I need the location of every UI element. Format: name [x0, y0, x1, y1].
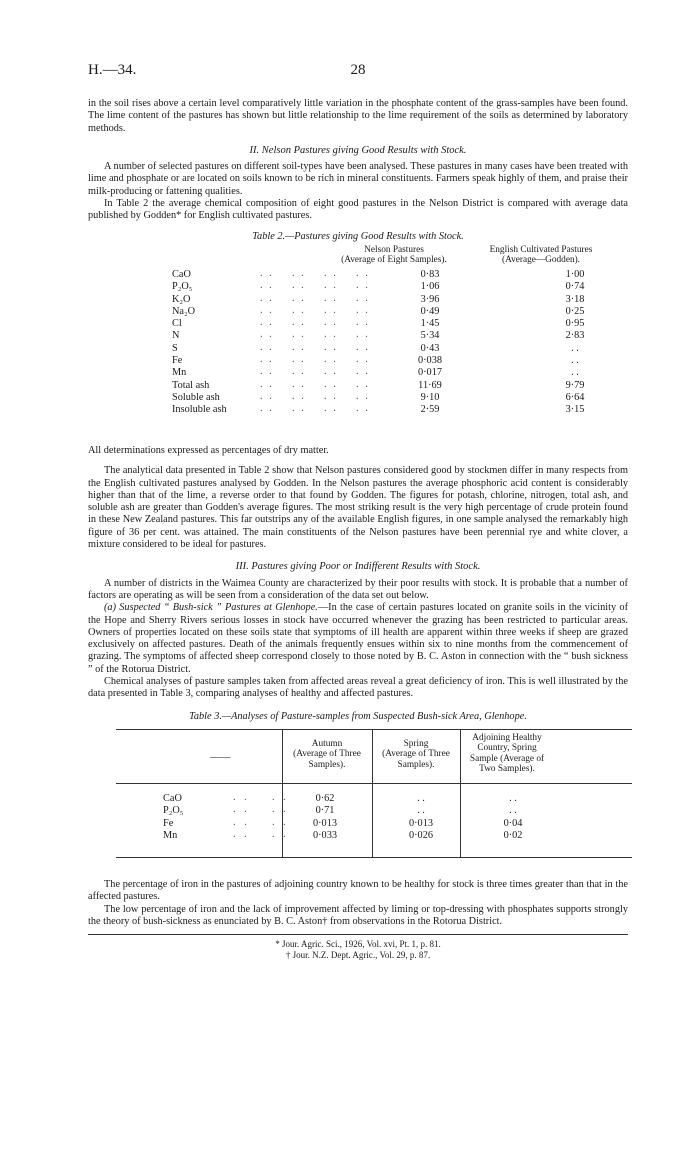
table-2-row-name: P₂O₅: [172, 281, 193, 293]
table-3-row-healthy-value: 0·04: [503, 817, 523, 829]
section-3-paragraph-1: A number of districts in the Waimea County are characterized by their poor results with stock. It is probable that a number of factors are operating as will be seen from a consideration of the data set out below.: [88, 577, 628, 601]
table-2-row-nelson-value: 9·10: [420, 391, 440, 403]
table-3-row: [163, 830, 623, 842]
table-3-row-spring-value: 0·026: [408, 830, 434, 842]
table-2-row: [172, 367, 622, 379]
section-3-paragraph-2: [88, 602, 628, 676]
table-2-row-name: N: [172, 330, 180, 342]
table-2-col2-title: English Cultivated Pastures: [489, 244, 593, 255]
table-3-row-spring-value: . .: [417, 792, 425, 804]
table-2-row-leader: . . . . . . . .: [260, 354, 370, 366]
table-3-row-autumn-value: 0·62: [315, 792, 335, 804]
table-2-row: [172, 404, 622, 416]
table-2-row-english-value: 2·83: [565, 330, 585, 342]
table-2-row-nelson-value: 0·83: [420, 268, 440, 280]
table-3-row: [163, 818, 623, 830]
section-3-paragraph-3: Chemical analyses of pasture samples taken from affected areas reveal a great deficiency of iron. This is well illustrated by the data presented in Table 3, comparing analyses of healthy and affected pastures.: [88, 676, 628, 700]
table-3-row-name: Mn: [163, 830, 178, 842]
table-2-row-leader: . . . . . . . .: [260, 366, 370, 378]
page-body: [88, 98, 628, 961]
table-3-row-healthy-value: 0·02: [503, 830, 523, 842]
table-2-row: [172, 269, 622, 281]
table-2-row: [172, 343, 622, 355]
table-2-col2-header: [456, 245, 626, 266]
table-2-row-nelson-value: 11·69: [418, 379, 442, 391]
table-2-caption: Table 2.—Pastures giving Good Results with Stock.: [252, 230, 464, 242]
table-2-row-nelson-value: 0·49: [420, 305, 440, 317]
table-3-row: [163, 793, 623, 805]
table-3-col2-sub: (Average of Three Samples).: [382, 749, 450, 770]
table-2-row-nelson-value: 0·43: [420, 342, 440, 354]
table-2-row-name: K₂O: [172, 293, 191, 305]
table-2-row-english-value: 3·15: [565, 404, 585, 416]
table-2-row-leader: . . . . . . . .: [260, 403, 370, 415]
table-3-row-leader: . . . .: [233, 829, 289, 841]
table-2-row: [172, 392, 622, 404]
table-3-row-healthy-value: . .: [509, 792, 517, 804]
table-2-row: [172, 330, 622, 342]
table-2-row: [172, 355, 622, 367]
table-2-row-nelson-value: 2·59: [420, 404, 440, 416]
table-2-row-nelson-value: 1·45: [420, 318, 440, 330]
table-3-col2-header: [374, 739, 458, 771]
table-2-row-name: Total ash: [172, 379, 210, 391]
table-2-row-name: S: [172, 342, 178, 354]
page-number: 28: [350, 62, 366, 78]
table-2-col1-header: [324, 245, 464, 266]
table-2-row-nelson-value: 1·06: [420, 281, 440, 293]
table-3-row: [163, 805, 623, 817]
table-3-row-name: CaO: [163, 792, 182, 804]
table-3-col1-sub: (Average of Three Samples).: [293, 749, 361, 770]
document-reference: H.—34.: [88, 62, 137, 78]
table-2-row-leader: . . . . . . . .: [260, 304, 370, 316]
table-2-row-leader: . . . . . . . .: [260, 267, 370, 279]
table-2-row: [172, 281, 622, 293]
table-3-row-spring-value: . .: [417, 805, 425, 817]
table-3-col1-header: [284, 739, 370, 771]
table-2-row-leader: . . . . . . . .: [260, 292, 370, 304]
section-3-paragraph-2-text: —In the case of certain pastures located on granite soils in the vicinity of the Hope and Sherry Rivers serious losses in stock have occurred whenever the grazing has been restricted to particular areas. Owners of properties located on these soils state that symptoms of ill health are apparent within three weeks if sheep are grazed exclusively on affected pastures. Death of the animals frequently ensues within six to nine months from the commencement of grazing. The symptoms of affected sheep correspond closely to those noted by B. C. Aston in connection with the “ bush sickness ” of the Rotorua District.: [88, 602, 628, 675]
table-3-row-healthy-value: . .: [509, 805, 517, 817]
table-2-row-english-value: 1·00: [565, 268, 585, 280]
table-2-row-english-value: 6·64: [565, 391, 585, 403]
table-2-row: [172, 380, 622, 392]
intro-paragraph: in the soil rises above a certain level comparatively little variation in the phosphate content of the grass-samples have been found. The lime content of the pastures has shown but little relationship to the lime requirement of the soils as determined by laboratory methods.: [88, 98, 628, 134]
table-3-stub-dash: ——: [210, 751, 231, 763]
table-2-row-name: Cl: [172, 318, 182, 330]
footnote-2: † Jour. N.Z. Dept. Agric., Vol. 29, p. 87.: [285, 950, 431, 961]
table-2: [88, 245, 628, 445]
table-3-row-leader: . . . .: [233, 791, 289, 803]
table-2-row-nelson-value: 0·017: [417, 367, 443, 379]
table-2-row-leader: . . . . . . . .: [260, 390, 370, 402]
table-2-row-english-value: 0·25: [565, 305, 585, 317]
footnote-rule: [88, 934, 628, 935]
table-3-bottom-rule: [116, 857, 632, 858]
table-3-row-autumn-value: 0·013: [312, 817, 338, 829]
table-2-row-english-value: . .: [571, 355, 579, 367]
table-3-row-spring-value: 0·013: [408, 817, 434, 829]
closing-paragraph-1: The percentage of iron in the pastures of adjoining country known to be healthy for stock is three times greater than that in the affected pastures.: [88, 878, 628, 903]
table-2-row: [172, 306, 622, 318]
table-3-col1-title: Autumn: [311, 738, 343, 749]
table-2-row-english-value: 3·18: [565, 293, 585, 305]
table-3-row-autumn-value: 0·033: [312, 830, 338, 842]
table-2-row-name: CaO: [172, 268, 191, 280]
table-2-row-name: Insoluble ash: [172, 404, 227, 416]
table-2-col2-sub: (Average—Godden).: [501, 255, 581, 266]
table-2-row-english-value: 0·74: [565, 281, 585, 293]
table-3-header-rule: [116, 783, 632, 784]
table-2-row-nelson-value: 0·038: [417, 355, 443, 367]
table-2-col1-title: Nelson Pastures: [364, 244, 424, 255]
section-2-paragraph-1: A number of selected pastures on different soil-types have been analysed. These pastures in many cases have been treated with lime and phosphate or are located on soils known to be rich in mineral constituents. Farmers speak highly of them, and praise their milk-producing or fattening qualities.: [88, 161, 628, 197]
table-2-note: All determinations expressed as percentages of dry matter.: [88, 444, 329, 456]
analysis-paragraph: The analytical data presented in Table 2 show that Nelson pastures considered good by stockmen differ in many respects from the English cultivated pastures analysed by Godden. In the Nelson pastures the average phosphoric acid content is considerably higher than that of the lime, a reverse order to that found by Godden. The figures for potash, chlorine, nitrogen, total ash, and soluble ash are greater than Godden's average figures. The most striking result is the very high percentage of crude protein found in these New Zealand pastures. This far outstrips any of the available English figures, in one sample analysed the remarkably high figure of 36 per cent. was attained. The main constituents of the Nelson pastures have been perennial rye and white clover, a mixture considered to be ideal for pastures.: [88, 465, 628, 551]
table-3-row-leader: . . . .: [233, 804, 289, 816]
table-3-col2-title: Spring: [403, 738, 429, 749]
section-2-paragraph-2: In Table 2 the average chemical composition of eight good pastures in the Nelson District is compared with average data published by Godden* for English cultivated pastures.: [88, 198, 628, 222]
section-3-subheading: (a) Suspected “ Bush-sick ” Pastures at Glenhope.: [104, 602, 318, 614]
table-2-row-name: Na₂O: [172, 305, 196, 317]
table-3-row-autumn-value: 0·71: [315, 805, 335, 817]
section-2-heading: II. Nelson Pastures giving Good Results with Stock.: [249, 144, 467, 156]
table-2-row-leader: . . . . . . . .: [260, 317, 370, 329]
table-2-row-name: Fe: [172, 355, 183, 367]
table-3-caption: Table 3.—Analyses of Pasture-samples from Suspected Bush-sick Area, Glenhope.: [189, 710, 527, 722]
table-2-row-english-value: 0·95: [565, 318, 585, 330]
section-3-heading: III. Pastures giving Poor or Indifferent Results with Stock.: [235, 561, 481, 573]
table-2-row-nelson-value: 5·34: [420, 330, 440, 342]
table-2-row-leader: . . . . . . . .: [260, 280, 370, 292]
table-2-row-english-value: . .: [571, 342, 579, 354]
table-2-row-leader: . . . . . . . .: [260, 378, 370, 390]
table-2-row-nelson-value: 3·96: [420, 293, 440, 305]
table-3-row-leader: . . . .: [233, 816, 289, 828]
table-3-row-name: Fe: [163, 817, 174, 829]
table-2-row-leader: . . . . . . . .: [260, 329, 370, 341]
table-3-top-rule: [116, 729, 632, 730]
closing-paragraph-2: The low percentage of iron and the lack of improvement affected by liming or top-dressing with phosphates supports strongly the theory of bush-sickness as enunciated by B. C. Aston† from observations in the Rotorua District.: [88, 903, 628, 927]
table-2-col1-sub: (Average of Eight Samples).: [341, 255, 447, 266]
table-2-row-english-value: . .: [571, 367, 579, 379]
footnote-1: * Jour. Agric. Sci., 1926, Vol. xvi, Pt. 1, p. 81.: [275, 939, 441, 950]
table-3-col3-header: Adjoining Healthy Country, Spring Sample (Average of Two Samples).: [469, 732, 545, 775]
page-header: [88, 62, 628, 82]
table-2-row-english-value: 9·79: [565, 379, 585, 391]
table-2-row-name: Mn: [172, 367, 187, 379]
table-2-row-name: Soluble ash: [172, 391, 220, 403]
table-2-row-leader: . . . . . . . .: [260, 341, 370, 353]
table-3-row-name: P₂O₅: [163, 805, 184, 817]
table-2-row: [172, 294, 622, 306]
table-3: [88, 725, 628, 875]
table-2-row: [172, 318, 622, 330]
